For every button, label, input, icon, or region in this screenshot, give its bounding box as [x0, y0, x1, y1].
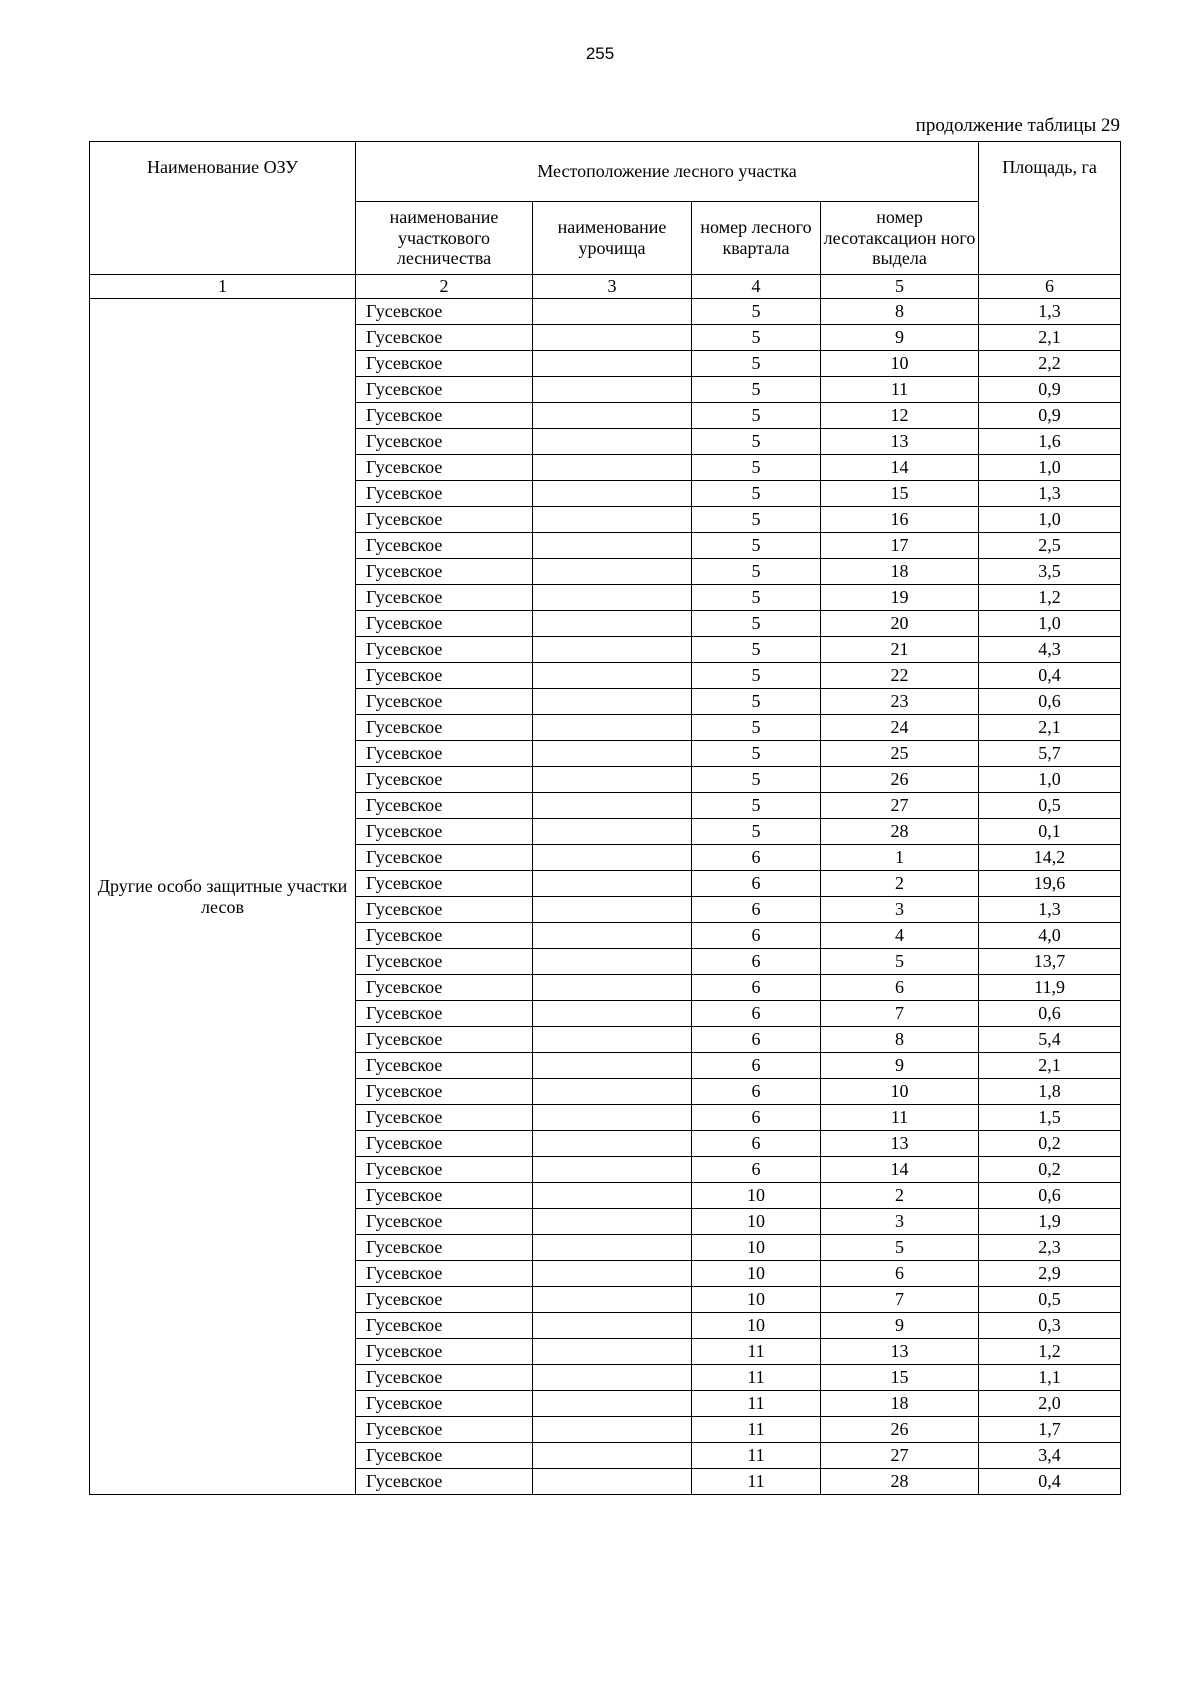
tract-cell [533, 1053, 692, 1079]
quarter-cell: 6 [692, 845, 821, 871]
quarter-cell: 11 [692, 1469, 821, 1495]
allotment-cell: 13 [821, 429, 979, 455]
area-cell: 0,9 [979, 403, 1121, 429]
allotment-cell: 10 [821, 1079, 979, 1105]
area-cell: 1,3 [979, 481, 1121, 507]
tract-cell [533, 1027, 692, 1053]
table-row [90, 299, 1121, 325]
forestry-cell: Гусевское [356, 377, 533, 403]
allotment-cell: 5 [821, 949, 979, 975]
area-cell: 2,5 [979, 533, 1121, 559]
allotment-cell: 13 [821, 1131, 979, 1157]
area-cell: 0,1 [979, 819, 1121, 845]
column-numbers-row [90, 275, 1121, 299]
forestry-cell: Гусевское [356, 299, 533, 325]
forestry-cell: Гусевское [356, 1287, 533, 1313]
forestry-cell: Гусевское [356, 559, 533, 585]
quarter-cell: 6 [692, 897, 821, 923]
area-cell: 1,9 [979, 1209, 1121, 1235]
tract-cell [533, 1001, 692, 1027]
area-cell: 0,3 [979, 1313, 1121, 1339]
column-number: 6 [979, 275, 1121, 299]
quarter-cell: 5 [692, 637, 821, 663]
allotment-cell: 1 [821, 845, 979, 871]
quarter-cell: 5 [692, 299, 821, 325]
forestry-cell: Гусевское [356, 871, 533, 897]
forestry-cell: Гусевское [356, 533, 533, 559]
tract-cell [533, 559, 692, 585]
area-cell: 14,2 [979, 845, 1121, 871]
forestry-cell: Гусевское [356, 637, 533, 663]
tract-cell [533, 429, 692, 455]
allotment-cell: 16 [821, 507, 979, 533]
area-cell: 1,8 [979, 1079, 1121, 1105]
forestry-cell: Гусевское [356, 351, 533, 377]
quarter-cell: 10 [692, 1313, 821, 1339]
area-cell: 1,5 [979, 1105, 1121, 1131]
tract-cell [533, 975, 692, 1001]
area-cell: 3,5 [979, 559, 1121, 585]
header-forestry: наименование участкового лесничества [356, 202, 533, 275]
tract-cell [533, 949, 692, 975]
quarter-cell: 10 [692, 1235, 821, 1261]
area-cell: 1,7 [979, 1417, 1121, 1443]
allotment-cell: 2 [821, 871, 979, 897]
forestry-cell: Гусевское [356, 1105, 533, 1131]
forestry-cell: Гусевское [356, 897, 533, 923]
allotment-cell: 8 [821, 1027, 979, 1053]
allotment-cell: 6 [821, 1261, 979, 1287]
allotment-cell: 21 [821, 637, 979, 663]
tract-cell [533, 533, 692, 559]
area-cell: 0,5 [979, 1287, 1121, 1313]
area-cell: 1,0 [979, 455, 1121, 481]
forestry-cell: Гусевское [356, 611, 533, 637]
tract-cell [533, 741, 692, 767]
forestry-cell: Гусевское [356, 975, 533, 1001]
allotment-cell: 25 [821, 741, 979, 767]
quarter-cell: 11 [692, 1391, 821, 1417]
quarter-cell: 5 [692, 819, 821, 845]
tract-cell [533, 325, 692, 351]
tract-cell [533, 507, 692, 533]
area-cell: 0,6 [979, 1001, 1121, 1027]
column-number: 5 [821, 275, 979, 299]
area-cell: 4,0 [979, 923, 1121, 949]
area-cell: 2,1 [979, 1053, 1121, 1079]
allotment-cell: 17 [821, 533, 979, 559]
quarter-cell: 5 [692, 559, 821, 585]
quarter-cell: 5 [692, 741, 821, 767]
quarter-cell: 5 [692, 793, 821, 819]
allotment-cell: 14 [821, 1157, 979, 1183]
area-cell: 1,6 [979, 429, 1121, 455]
column-number: 2 [356, 275, 533, 299]
allotment-cell: 27 [821, 793, 979, 819]
tract-cell [533, 767, 692, 793]
quarter-cell: 5 [692, 767, 821, 793]
forestry-cell: Гусевское [356, 1391, 533, 1417]
allotment-cell: 23 [821, 689, 979, 715]
ozu-group-label: Другие особо защитные участки лесов [90, 299, 356, 1495]
area-cell: 0,6 [979, 1183, 1121, 1209]
page-number: 255 [585, 44, 615, 63]
quarter-cell: 6 [692, 1053, 821, 1079]
forestry-cell: Гусевское [356, 1079, 533, 1105]
tract-cell [533, 1287, 692, 1313]
column-number: 1 [90, 275, 356, 299]
allotment-cell: 5 [821, 1235, 979, 1261]
allotment-cell: 24 [821, 715, 979, 741]
allotment-cell: 11 [821, 377, 979, 403]
tract-cell [533, 481, 692, 507]
quarter-cell: 5 [692, 351, 821, 377]
quarter-cell: 11 [692, 1443, 821, 1469]
area-cell: 1,0 [979, 611, 1121, 637]
header-tract: наименование урочища [533, 202, 692, 275]
quarter-cell: 6 [692, 1131, 821, 1157]
area-cell: 13,7 [979, 949, 1121, 975]
tract-cell [533, 1105, 692, 1131]
forestry-cell: Гусевское [356, 325, 533, 351]
quarter-cell: 5 [692, 377, 821, 403]
area-cell: 19,6 [979, 871, 1121, 897]
forestry-cell: Гусевское [356, 767, 533, 793]
forestry-cell: Гусевское [356, 819, 533, 845]
tract-cell [533, 897, 692, 923]
quarter-cell: 10 [692, 1261, 821, 1287]
forestry-cell: Гусевское [356, 949, 533, 975]
area-cell: 2,1 [979, 325, 1121, 351]
allotment-cell: 4 [821, 923, 979, 949]
allotment-cell: 22 [821, 663, 979, 689]
tract-cell [533, 663, 692, 689]
forestry-cell: Гусевское [356, 1053, 533, 1079]
quarter-cell: 10 [692, 1183, 821, 1209]
quarter-cell: 5 [692, 507, 821, 533]
tract-cell [533, 1313, 692, 1339]
area-cell: 2,3 [979, 1235, 1121, 1261]
quarter-cell: 6 [692, 1105, 821, 1131]
quarter-cell: 5 [692, 455, 821, 481]
tract-cell [533, 351, 692, 377]
forestry-cell: Гусевское [356, 663, 533, 689]
quarter-cell: 5 [692, 663, 821, 689]
forestry-cell: Гусевское [356, 1261, 533, 1287]
allotment-cell: 6 [821, 975, 979, 1001]
allotment-cell: 7 [821, 1001, 979, 1027]
allotment-cell: 18 [821, 1391, 979, 1417]
quarter-cell: 10 [692, 1209, 821, 1235]
tract-cell [533, 1365, 692, 1391]
forestry-cell: Гусевское [356, 1339, 533, 1365]
area-cell: 0,2 [979, 1131, 1121, 1157]
area-cell: 0,4 [979, 1469, 1121, 1495]
quarter-cell: 6 [692, 1157, 821, 1183]
allotment-cell: 12 [821, 403, 979, 429]
allotment-cell: 28 [821, 1469, 979, 1495]
allotment-cell: 13 [821, 1339, 979, 1365]
forestry-cell: Гусевское [356, 1183, 533, 1209]
allotment-cell: 15 [821, 481, 979, 507]
tract-cell [533, 1157, 692, 1183]
forestry-cell: Гусевское [356, 923, 533, 949]
allotment-cell: 14 [821, 455, 979, 481]
quarter-cell: 5 [692, 403, 821, 429]
allotment-cell: 2 [821, 1183, 979, 1209]
area-cell: 0,4 [979, 663, 1121, 689]
tract-cell [533, 1391, 692, 1417]
forestry-cell: Гусевское [356, 845, 533, 871]
quarter-cell: 5 [692, 325, 821, 351]
header-allotment: номер лесотаксацион ного выдела [821, 202, 979, 275]
area-cell: 2,9 [979, 1261, 1121, 1287]
quarter-cell: 6 [692, 1001, 821, 1027]
area-cell: 1,0 [979, 507, 1121, 533]
allotment-cell: 3 [821, 1209, 979, 1235]
quarter-cell: 5 [692, 715, 821, 741]
allotment-cell: 7 [821, 1287, 979, 1313]
quarter-cell: 5 [692, 611, 821, 637]
quarter-cell: 6 [692, 923, 821, 949]
tract-cell [533, 1417, 692, 1443]
quarter-cell: 11 [692, 1339, 821, 1365]
allotment-cell: 28 [821, 819, 979, 845]
tract-cell [533, 845, 692, 871]
forestry-cell: Гусевское [356, 741, 533, 767]
quarter-cell: 5 [692, 429, 821, 455]
forestry-cell: Гусевское [356, 1469, 533, 1495]
tract-cell [533, 1209, 692, 1235]
tract-cell [533, 871, 692, 897]
area-cell: 0,2 [979, 1157, 1121, 1183]
allotment-cell: 18 [821, 559, 979, 585]
header-quarter: номер лесного квартала [692, 202, 821, 275]
tract-cell [533, 1261, 692, 1287]
table-caption: продолжение таблицы 29 [915, 115, 1120, 136]
forestry-cell: Гусевское [356, 1027, 533, 1053]
quarter-cell: 5 [692, 533, 821, 559]
allotment-cell: 15 [821, 1365, 979, 1391]
allotment-cell: 19 [821, 585, 979, 611]
area-cell: 2,0 [979, 1391, 1121, 1417]
quarter-cell: 6 [692, 871, 821, 897]
area-cell: 1,3 [979, 897, 1121, 923]
forestry-cell: Гусевское [356, 507, 533, 533]
forestry-cell: Гусевское [356, 1157, 533, 1183]
tract-cell [533, 611, 692, 637]
column-number: 3 [533, 275, 692, 299]
quarter-cell: 6 [692, 1027, 821, 1053]
allotment-cell: 3 [821, 897, 979, 923]
forestry-cell: Гусевское [356, 1131, 533, 1157]
tract-cell [533, 585, 692, 611]
tract-cell [533, 923, 692, 949]
forestry-cell: Гусевское [356, 1417, 533, 1443]
allotment-cell: 26 [821, 767, 979, 793]
header-ozu-name: Наименование ОЗУ [90, 142, 356, 275]
quarter-cell: 6 [692, 1079, 821, 1105]
area-cell: 1,1 [979, 1365, 1121, 1391]
area-cell: 3,4 [979, 1443, 1121, 1469]
forestry-cell: Гусевское [356, 1365, 533, 1391]
tract-cell [533, 299, 692, 325]
forestry-cell: Гусевское [356, 1001, 533, 1027]
tract-cell [533, 793, 692, 819]
tract-cell [533, 1469, 692, 1495]
allotment-cell: 11 [821, 1105, 979, 1131]
tract-cell [533, 1235, 692, 1261]
area-cell: 1,3 [979, 299, 1121, 325]
area-cell: 1,0 [979, 767, 1121, 793]
tract-cell [533, 1131, 692, 1157]
quarter-cell: 5 [692, 585, 821, 611]
tract-cell [533, 403, 692, 429]
quarter-cell: 11 [692, 1365, 821, 1391]
forest-plots-table [89, 141, 1121, 1495]
allotment-cell: 9 [821, 325, 979, 351]
forestry-cell: Гусевское [356, 1235, 533, 1261]
allotment-cell: 26 [821, 1417, 979, 1443]
header-area: Площадь, га [979, 142, 1121, 275]
forestry-cell: Гусевское [356, 455, 533, 481]
allotment-cell: 20 [821, 611, 979, 637]
forestry-cell: Гусевское [356, 585, 533, 611]
forestry-cell: Гусевское [356, 403, 533, 429]
area-cell: 4,3 [979, 637, 1121, 663]
forestry-cell: Гусевское [356, 1209, 533, 1235]
area-cell: 1,2 [979, 585, 1121, 611]
forestry-cell: Гусевское [356, 1443, 533, 1469]
area-cell: 5,7 [979, 741, 1121, 767]
area-cell: 5,4 [979, 1027, 1121, 1053]
tract-cell [533, 1443, 692, 1469]
tract-cell [533, 1339, 692, 1365]
quarter-cell: 5 [692, 481, 821, 507]
area-cell: 11,9 [979, 975, 1121, 1001]
quarter-cell: 11 [692, 1417, 821, 1443]
area-cell: 0,6 [979, 689, 1121, 715]
area-cell: 2,2 [979, 351, 1121, 377]
forestry-cell: Гусевское [356, 689, 533, 715]
allotment-cell: 9 [821, 1313, 979, 1339]
tract-cell [533, 689, 692, 715]
forestry-cell: Гусевское [356, 481, 533, 507]
tract-cell [533, 377, 692, 403]
forestry-cell: Гусевское [356, 793, 533, 819]
quarter-cell: 10 [692, 1287, 821, 1313]
allotment-cell: 8 [821, 299, 979, 325]
forestry-cell: Гусевское [356, 1313, 533, 1339]
quarter-cell: 5 [692, 689, 821, 715]
area-cell: 1,2 [979, 1339, 1121, 1365]
allotment-cell: 9 [821, 1053, 979, 1079]
header-location: Местоположение лесного участка [356, 142, 979, 202]
forestry-cell: Гусевское [356, 429, 533, 455]
area-cell: 2,1 [979, 715, 1121, 741]
tract-cell [533, 1079, 692, 1105]
tract-cell [533, 1183, 692, 1209]
tract-cell [533, 819, 692, 845]
tract-cell [533, 455, 692, 481]
forestry-cell: Гусевское [356, 715, 533, 741]
column-number: 4 [692, 275, 821, 299]
area-cell: 0,5 [979, 793, 1121, 819]
tract-cell [533, 715, 692, 741]
allotment-cell: 10 [821, 351, 979, 377]
allotment-cell: 27 [821, 1443, 979, 1469]
quarter-cell: 6 [692, 975, 821, 1001]
quarter-cell: 6 [692, 949, 821, 975]
tract-cell [533, 637, 692, 663]
area-cell: 0,9 [979, 377, 1121, 403]
